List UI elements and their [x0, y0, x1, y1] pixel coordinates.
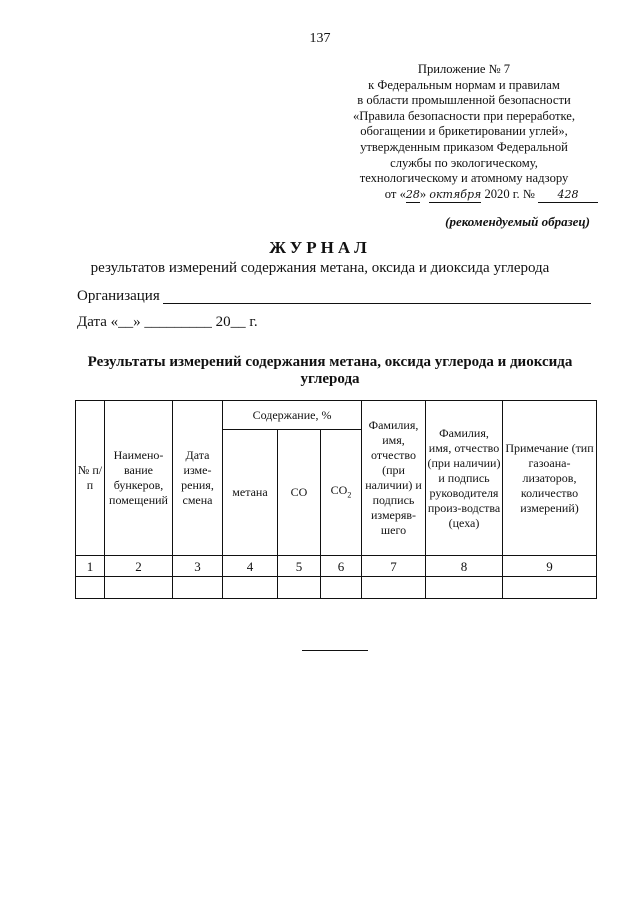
appendix-line: «Правила безопасности при переработке,: [352, 108, 576, 123]
organization-field-line: [163, 303, 591, 304]
column-numbers-row: [76, 556, 597, 577]
column-number: 3: [173, 556, 223, 577]
table-cell: [362, 577, 426, 599]
handwritten-month: октября: [429, 187, 481, 204]
header-content: Содержание, %: [223, 401, 362, 430]
order-signature-line: [330, 187, 598, 204]
appendix-block: [330, 62, 598, 203]
header-supervisor: Фамилия, имя, отчество (при наличии) и подпись руководителя произ-водства (цеха): [426, 401, 503, 556]
header-note: Примечание (тип газоана-лизаторов, количество измерений): [503, 401, 597, 556]
appendix-line: Приложение № 7: [417, 62, 511, 76]
page-number: 137: [309, 31, 331, 46]
journal-title: ЖУРНАЛ: [269, 238, 371, 257]
results-title: Результаты измерений содержания метана, оксида углерода и диоксида углерода: [87, 354, 573, 387]
results-table: [75, 400, 597, 599]
header-number: № п/п: [76, 401, 105, 556]
column-number: 1: [76, 556, 105, 577]
header-date: Дата изме-рения, смена: [173, 401, 223, 556]
column-number: 8: [426, 556, 503, 577]
column-number: 7: [362, 556, 426, 577]
appendix-line: обогащении и брикетировании углей»,: [360, 124, 568, 139]
column-number: 5: [278, 556, 321, 577]
end-divider: [302, 650, 368, 651]
header-measurer: Фамилия, имя, отчество (при наличии) и подпись измеряв-шего: [362, 401, 426, 556]
table-cell: [223, 577, 278, 599]
table-cell: [426, 577, 503, 599]
appendix-line: технологическому и атомному надзору: [359, 171, 569, 186]
table-cell: [321, 577, 362, 599]
date-field: Дата «__» _________ 20__ г.: [77, 314, 258, 330]
table-header-row: [76, 401, 597, 430]
journal-subtitle: результатов измерений содержания метана, оксида и диоксида углерода: [90, 260, 550, 276]
header-co2: [321, 430, 362, 556]
order-date-mid: »: [419, 186, 430, 201]
handwritten-day: 28: [406, 187, 420, 204]
table-cell: [105, 577, 173, 599]
column-number: 4: [223, 556, 278, 577]
column-number: 6: [321, 556, 362, 577]
table-cell: [503, 577, 597, 599]
co2-text: CO: [330, 482, 348, 497]
appendix-line: службы по экологическому,: [390, 155, 538, 170]
column-number: 9: [503, 556, 597, 577]
table-cell: [278, 577, 321, 599]
order-year: 2020 г. №: [484, 186, 535, 201]
results-table-wrapper: [75, 400, 597, 599]
sample-note: (рекомендуемый образец): [445, 214, 590, 229]
empty-data-row: [76, 577, 597, 599]
order-date-prefix: от «: [384, 186, 406, 201]
column-number: 2: [105, 556, 173, 577]
header-co: CO: [278, 430, 321, 556]
appendix-line: утвержденным приказом Федеральной: [360, 139, 568, 154]
header-methane: метана: [223, 430, 278, 556]
appendix-line: в области промышленной безопасности: [357, 93, 571, 108]
header-name: Наимено-вание бункеров, помещений: [105, 401, 173, 556]
appendix-line: к Федеральным нормам и правилам: [368, 77, 560, 92]
table-cell: [76, 577, 105, 599]
co2-subscript: 2: [347, 490, 352, 500]
handwritten-order-number: 428: [538, 187, 598, 204]
organization-label: Организация: [77, 288, 160, 304]
table-cell: [173, 577, 223, 599]
